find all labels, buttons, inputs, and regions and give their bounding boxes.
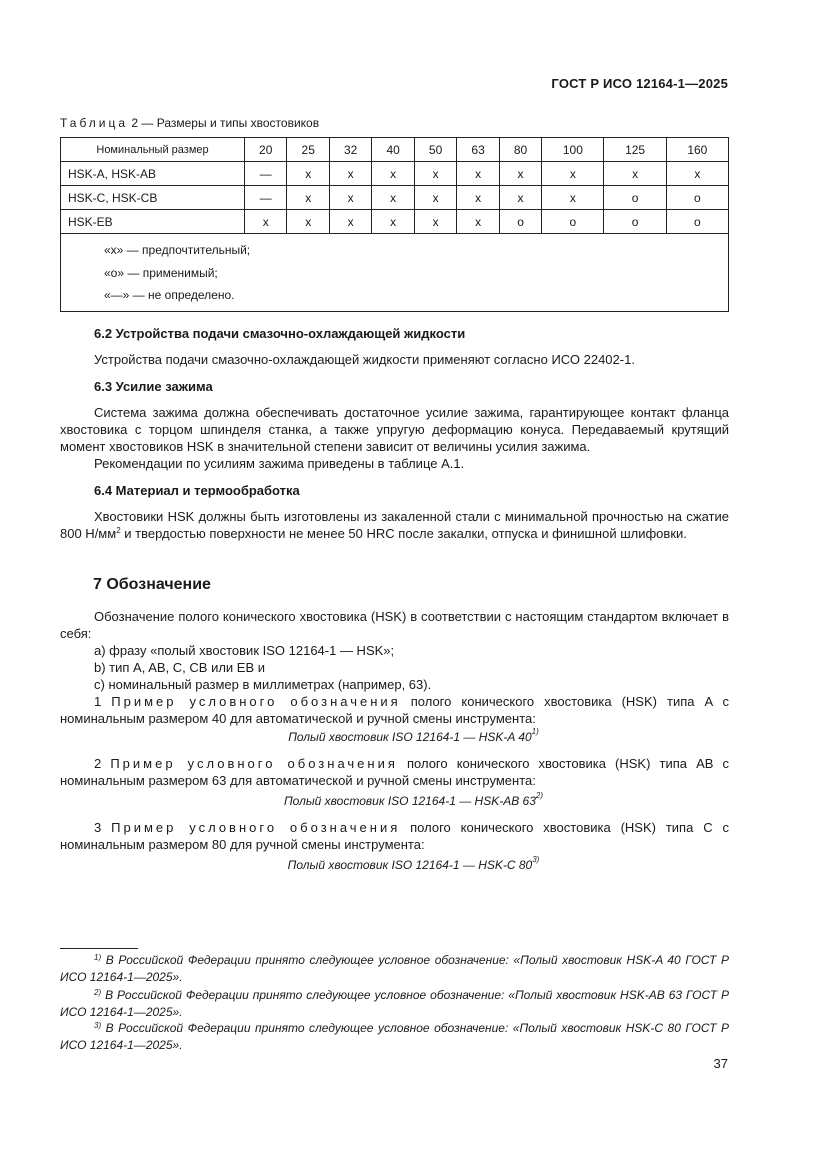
table-cell: x	[287, 186, 329, 210]
table-cell: x	[457, 162, 499, 186]
list-item: c) номинальный размер в миллиметрах (например, 63).	[94, 677, 432, 692]
footnote-ref: 2)	[535, 791, 544, 800]
section-6-4	[60, 482, 729, 542]
footnote	[60, 1020, 729, 1054]
example-designation	[0, 855, 827, 872]
example-paragraph-2	[60, 755, 729, 789]
paragraph: Устройства подачи смазочно-охлаждающей жидкости применяют согласно ИСО 22402-1.	[94, 352, 635, 367]
row-name: HSK-C, HSK-CB	[61, 186, 245, 210]
list-item: b) тип A, AB, C, CB или EB и	[94, 660, 265, 675]
section-7-title: 7 Обозначение	[93, 576, 211, 593]
example-number: 1	[94, 694, 102, 709]
table-cell: o	[604, 186, 666, 210]
table-legend-row	[61, 234, 729, 312]
table-cell: x	[499, 186, 541, 210]
size-cell: 20	[245, 138, 287, 162]
example-label: Пример условного обозначения	[111, 694, 401, 709]
table-cell: x	[414, 186, 456, 210]
paragraph: Система зажима должна обеспечивать достаточное усилие зажима, гарантирующее контакт фланца хвостовика с торцом шпинделя станка, а также упругую деформацию конуса. Передаваемый крутящий момент хвостовиков HSK в значительной степени зависит от величины усилия зажима.	[60, 405, 729, 454]
table-cell: x	[542, 186, 604, 210]
size-cell: 25	[287, 138, 329, 162]
table-cell: o	[499, 210, 541, 234]
table-cell: x	[245, 210, 287, 234]
footnote-text: В Российской Федерации принято следующее условное обозначение: «Полый хвостовик HSK-AB 63 ГОСТ Р ИСО 12164-1—2025».	[60, 988, 729, 1019]
example-text: полого конического хвостовика (HSK) типа C с номинальным размером 80 для ручной смены инструмента:	[60, 820, 729, 852]
table-caption	[60, 116, 319, 130]
table-header-row	[61, 138, 729, 162]
legend-item: «—» — не определено.	[104, 288, 235, 302]
table-cell: o	[666, 186, 728, 210]
size-cell: 160	[666, 138, 728, 162]
paragraph: Обозначение полого конического хвостовика (HSK) в соответствии с настоящим стандартом включает в себя:	[60, 609, 729, 641]
example-paragraph	[60, 819, 729, 853]
table-cell: x	[287, 210, 329, 234]
legend-item: «x» — предпочтительный;	[104, 243, 251, 257]
table-row	[61, 210, 729, 234]
section-title: 6.4 Материал и термообработка	[94, 483, 300, 498]
table-cell: —	[245, 162, 287, 186]
superscript: 2	[116, 526, 121, 535]
list-item: a) фразу «полый хвостовик ISO 12164-1 — HSK»;	[94, 643, 395, 658]
table-cell: x	[372, 210, 414, 234]
table-row	[61, 186, 729, 210]
table-cell: x	[414, 162, 456, 186]
size-cell: 50	[414, 138, 456, 162]
table-row	[61, 162, 729, 186]
size-cell: 100	[542, 138, 604, 162]
example-designation	[0, 727, 827, 744]
table-cell: o	[604, 210, 666, 234]
example-paragraph-3	[60, 819, 729, 853]
section-title: 6.3 Усилие зажима	[94, 379, 213, 394]
shank-size-table	[60, 137, 729, 312]
example-text: полого конического хвостовика (HSK) типа AB с номинальным размером 63 для автоматической и ручной смены инструмента:	[60, 756, 729, 788]
table-cell: x	[329, 210, 371, 234]
footnote-ref: 3)	[532, 855, 540, 864]
example-designation	[0, 791, 827, 808]
footnote-ref: 1)	[531, 727, 539, 736]
table-caption-text: 2 — Размеры и типы хвостовиков	[128, 116, 320, 130]
footnote-text: В Российской Федерации принято следующее условное обозначение: «Полый хвостовик HSK-C 80 ГОСТ Р ИСО 12164-1—2025».	[60, 1021, 729, 1052]
table-cell: x	[372, 162, 414, 186]
size-cell: 32	[329, 138, 371, 162]
section-6-2	[60, 325, 729, 368]
text-run: и твердостью поверхности не менее 50 HRC после закалки, отпуска и финишной шлифовки.	[120, 526, 687, 541]
text-run: Хвостовики HSK должны быть изготовлены из закаленной стали с минимальной прочностью на сжатие 800 Н/мм	[60, 509, 729, 541]
example-text: полого конического хвостовика (HSK) типа A с номинальным размером 40 для автоматической и ручной смены инструмента:	[60, 694, 729, 726]
table-cell: x	[457, 186, 499, 210]
example-label: Пример условного обозначения	[110, 756, 398, 771]
size-cell: 63	[457, 138, 499, 162]
size-cell: 40	[372, 138, 414, 162]
footnote-separator	[60, 948, 138, 949]
paragraph: Рекомендации по усилиям зажима приведены в таблице А.1.	[94, 456, 465, 471]
standard-header: ГОСТ Р ИСО 12164-1—2025	[551, 76, 728, 91]
table-caption-word: Таблица	[60, 116, 129, 130]
legend-item: «o» — применимый;	[104, 265, 218, 280]
footnote-mark: 2)	[94, 988, 102, 997]
designation-text: Полый хвостовик ISO 12164-1 — HSK-A 40	[288, 730, 532, 744]
example-paragraph	[60, 755, 729, 789]
example-paragraph	[60, 693, 729, 727]
table-cell: x	[457, 210, 499, 234]
table-cell: o	[666, 210, 728, 234]
designation-text: Полый хвостовик ISO 12164-1 — HSK-AB 63	[283, 794, 536, 808]
table-head-label: Номинальный размер	[61, 138, 245, 162]
designation-text: Полый хвостовик ISO 12164-1 — HSK-C 80	[287, 858, 533, 872]
paragraph	[60, 508, 729, 542]
table-cell: x	[287, 162, 329, 186]
table-cell: x	[604, 162, 666, 186]
table-cell: —	[245, 186, 287, 210]
table-cell: x	[329, 186, 371, 210]
example-number: 2	[94, 756, 102, 771]
section-7-body	[60, 608, 729, 727]
table-cell: x	[372, 186, 414, 210]
table-cell: x	[414, 210, 456, 234]
table-cell: o	[542, 210, 604, 234]
page-number: 37	[713, 1056, 728, 1071]
table-legend	[61, 234, 729, 312]
table-cell: x	[542, 162, 604, 186]
section-title: 6.2 Устройства подачи смазочно-охлаждающей жидкости	[94, 326, 466, 341]
table-cell: x	[666, 162, 728, 186]
size-cell: 80	[499, 138, 541, 162]
table-cell: x	[499, 162, 541, 186]
example-label: Пример условного обозначения	[111, 820, 401, 835]
row-name: HSK-EB	[61, 210, 245, 234]
footnote	[60, 987, 729, 1021]
table-cell: x	[329, 162, 371, 186]
example-number: 3	[94, 820, 102, 835]
footnote-mark: 3)	[94, 1021, 102, 1030]
size-cell: 125	[604, 138, 666, 162]
footnote-mark: 1)	[94, 953, 102, 962]
footnote	[60, 952, 729, 986]
section-6-3	[60, 378, 729, 472]
footnote-text: В Российской Федерации принято следующее условное обозначение: «Полый хвостовик HSK-A 40 ГОСТ Р ИСО 12164-1—2025».	[60, 953, 729, 984]
row-name: HSK-A, HSK-AB	[61, 162, 245, 186]
